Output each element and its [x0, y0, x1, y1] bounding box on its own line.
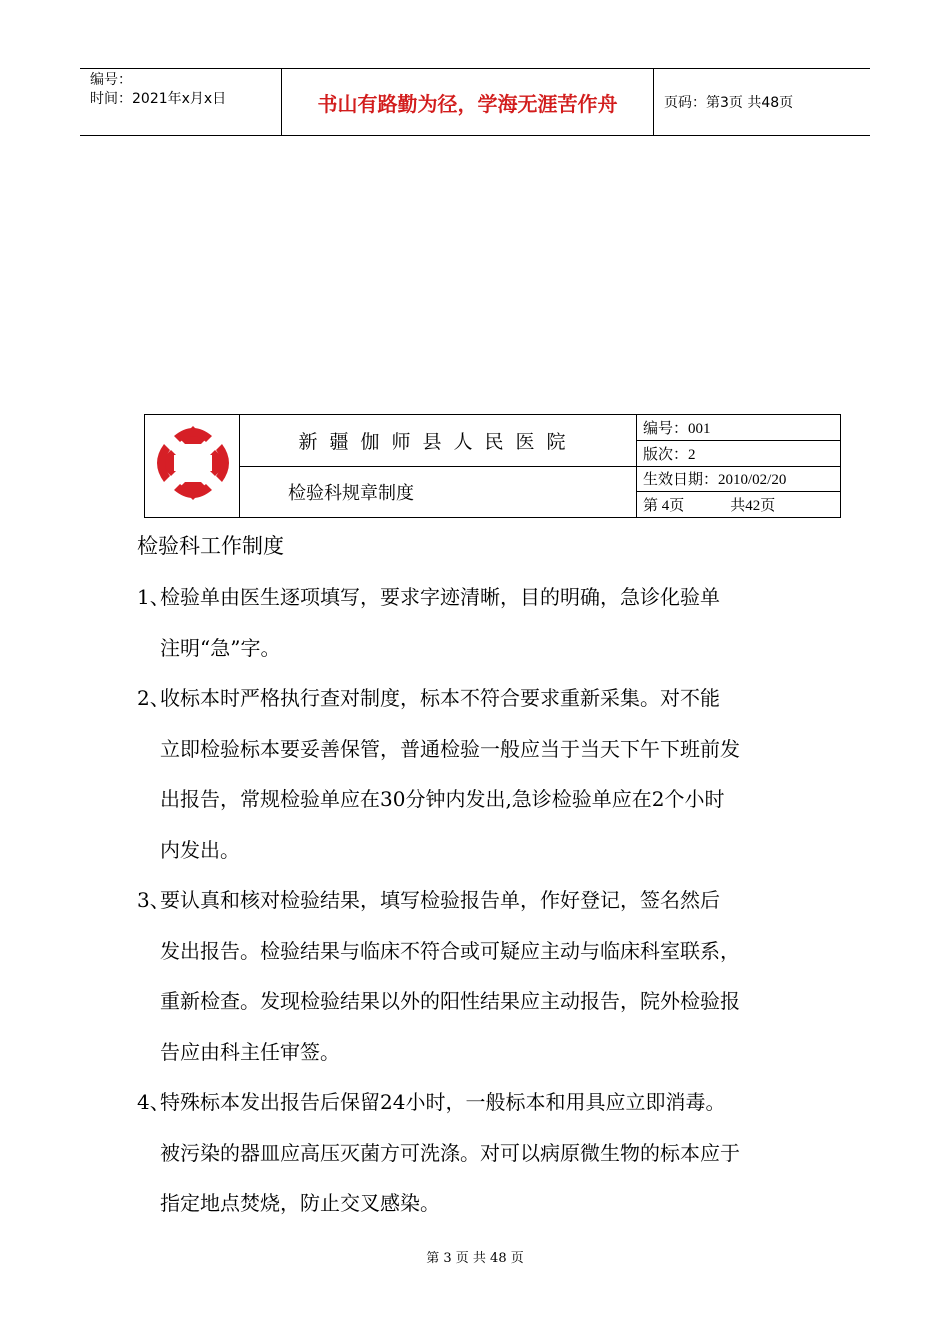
effective-date: 生效日期：2010/02/20 [637, 467, 840, 493]
rule-item [137, 673, 837, 875]
rule-line: 要认真和核对检验结果，填写检验报告单，作好登记，签名然后 [160, 888, 720, 912]
rule-number: 3、 [137, 888, 170, 912]
header-left-info [80, 69, 281, 135]
rule-line: 指定地点焚烧，防止交叉感染。 [160, 1191, 440, 1215]
rule-line: 内发出。 [160, 837, 240, 862]
number-label: 编号： [90, 72, 132, 88]
meta-cell [637, 415, 840, 517]
rule-line: 发出报告。检验结果与临床不符合或可疑应主动与临床科室联系， [160, 938, 740, 963]
rule-line: 被污染的器皿应高压灭菌方可洗涤。对可以病原微生物的标本应于 [160, 1140, 740, 1165]
title-cell [240, 415, 637, 517]
rule-line: 出报告，常规检验单应在30分钟内发出,急诊检验单应在2个小时 [160, 787, 725, 811]
rule-line: 收标本时严格执行查对制度，标本不符合要求重新采集。对不能 [160, 686, 720, 710]
rule-item [137, 875, 837, 1077]
top-header [80, 68, 870, 136]
rule-line: 立即检验标本要妥善保管，普通检验一般应当于当天下午下班前发 [160, 736, 740, 761]
rules-list [137, 572, 837, 1229]
page-info: 页码：第3页 共48页 [664, 95, 794, 111]
page-footer: 第 3 页 共 48 页 [426, 1251, 524, 1266]
rule-line: 告应由科主任审签。 [160, 1039, 340, 1064]
doc-page-total: 共42页 [730, 498, 776, 515]
slogan: 书山有路勤为径，学海无涯苦作舟 [281, 69, 654, 135]
rule-line: 检验单由医生逐项填写，要求字迹清晰，目的明确，急诊化验单 [160, 585, 720, 609]
doc-version: 版次：2 [637, 441, 840, 467]
hospital-name: 新疆伽师县人民医院 [240, 415, 636, 467]
logo-cell [145, 415, 240, 517]
rule-number: 4、 [137, 1090, 170, 1114]
hospital-form-header [144, 414, 841, 518]
rule-item [137, 1077, 837, 1229]
doc-title: 检验科工作制度 [137, 534, 284, 558]
rule-number: 1、 [137, 585, 170, 609]
rule-number: 2、 [137, 686, 170, 710]
rule-item [137, 572, 837, 673]
time-label: 时间：2021年x月x日 [90, 91, 227, 107]
doc-code: 编号：001 [637, 415, 840, 441]
doc-page-row [637, 492, 840, 517]
rule-line: 注明“急”字。 [160, 635, 281, 660]
rule-line: 重新检查。发现检验结果以外的阳性结果应主动报告，院外检验报 [160, 989, 740, 1013]
doc-category: 检验科规章制度 [288, 483, 414, 504]
doc-page-no: 第 4页 [643, 498, 685, 515]
red-cross-logo-icon [154, 422, 232, 504]
rule-line: 特殊标本发出报告后保留24小时，一般标本和用具应立即消毒。 [160, 1090, 726, 1114]
